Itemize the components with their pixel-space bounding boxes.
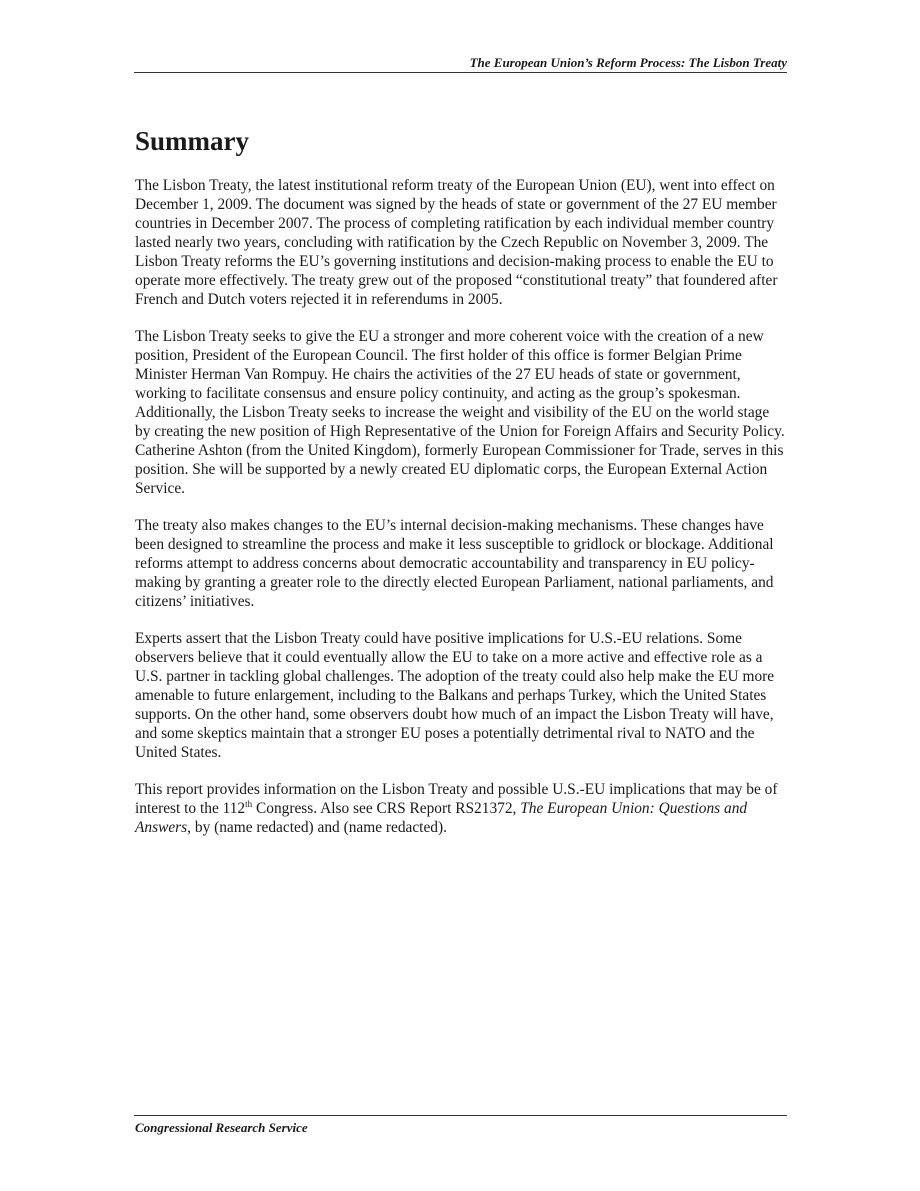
paragraph-4: Experts assert that the Lisbon Treaty could have positive implications for U.S.-EU relations. Some observers believe that it could eventually allow the EU to take on a more active and effective role as a U.S. partner in tackling global challenges. The adoption of the treaty could also help make the EU more amenable to future enlargement, including to the Balkans and perhaps Turkey, which the United States supports. On the other hand, some observers doubt how much of an impact the Lisbon Treaty will have, and some skeptics maintain that a stronger EU poses a potentially detrimental rival to NATO and the United States. [135, 630, 775, 761]
paragraph-2: The Lisbon Treaty seeks to give the EU a stronger and more coherent voice with the creation of a new position, President of the European Council. The first holder of this office is former Belgian Prime Minister Herman Van Rompuy. He chairs the activities of the 27 EU heads of state or government, working to facilitate consensus and ensure policy continuity, and acting as the group’s spokesman. Additionally, the Lisbon Treaty seeks to increase the weight and visibility of the EU on the world stage by creating the new position of High Representative of the Union for Foreign Affairs and Security Policy. Catherine Ashton (from the United Kingdom), formerly European Commissioner for Trade, serves in this position. She will be supported by a newly created EU diplomatic corps, the European External Action Service. [135, 328, 785, 497]
summary-body [135, 176, 787, 855]
ordinal-superscript: th [245, 798, 253, 809]
section-title: Summary [135, 126, 249, 156]
paragraph-5 [135, 780, 787, 837]
paragraph-5-text-3: , by (name redacted) and (name redacted). [187, 819, 447, 836]
running-footer: Congressional Research Service [135, 1120, 308, 1135]
running-header: The European Union’s Reform Process: The Lisbon Treaty [469, 55, 787, 70]
header-rule [134, 72, 787, 73]
report-title: The European Union: Questions and Answers [135, 800, 748, 836]
paragraph-1: The Lisbon Treaty, the latest institutional reform treaty of the European Union (EU), went into effect on December 1, 2009. The document was signed by the heads of state or government of the 27 EU member countries in December 2007. The process of completing ratification by each individual member country lasted nearly two years, concluding with ratification by the Czech Republic on November 3, 2009. The Lisbon Treaty reforms the EU’s governing institutions and decision-making process to enable the EU to operate more effectively. The treaty grew out of the proposed “constitutional treaty” that foundered after French and Dutch voters rejected it in referendums in 2005. [135, 177, 778, 308]
paragraph-5-text-1: This report provides information on the Lisbon Treaty and possible U.S.-EU implications that may be of interest to the 112 [135, 781, 778, 817]
paragraph-3: The treaty also makes changes to the EU’s internal decision-making mechanisms. These changes have been designed to streamline the process and make it less susceptible to gridlock or blockage. Additional reforms attempt to address concerns about democratic accountability and transparency in EU policy-making by granting a greater role to the directly elected European Parliament, national parliaments, and citizens’ initiatives. [135, 517, 774, 610]
footer-rule [134, 1115, 787, 1116]
paragraph-5-text-2: Congress. Also see CRS Report RS21372, [252, 800, 521, 817]
